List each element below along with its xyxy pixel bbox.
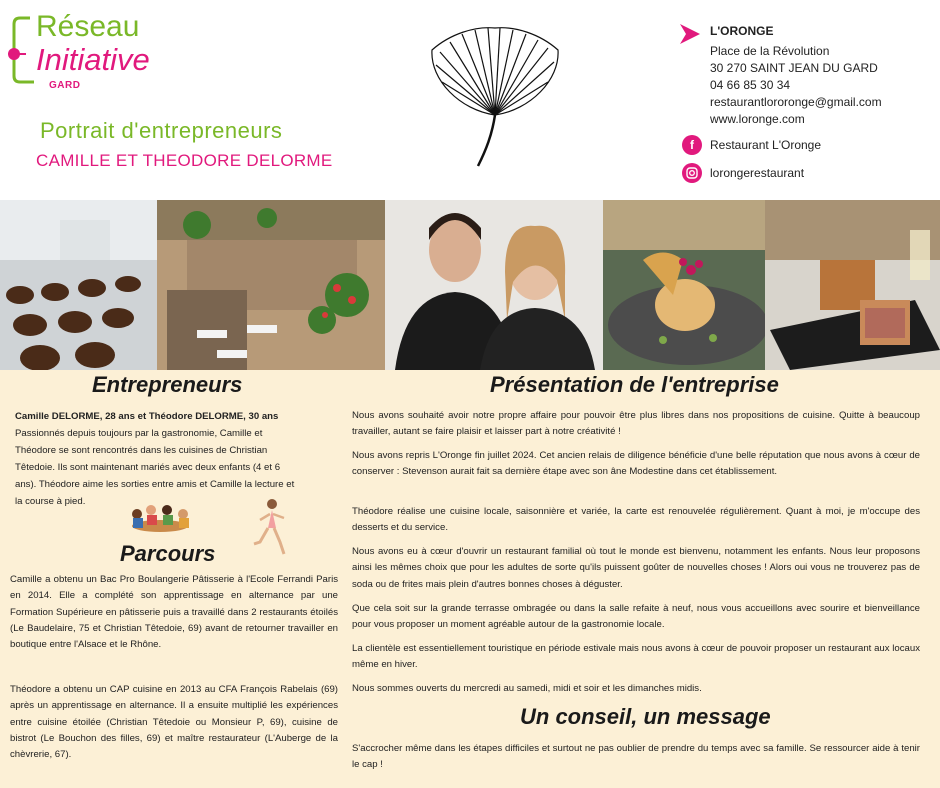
photo-terrace	[157, 200, 385, 370]
photo-portrait	[385, 200, 603, 370]
city-line: 30 270 SAINT JEAN DU GARD	[710, 61, 878, 75]
reseau-initiative-logo	[8, 6, 208, 96]
logo-line-initiative: Initiative	[36, 42, 150, 77]
logo-line-reseau: Réseau	[36, 10, 140, 43]
entrepreneurs-line-2: Théodore se sont rencontrés dans les cuisines de Christian	[15, 445, 268, 456]
entrepreneurs-line-1: Passionnés depuis toujours par la gastronomie, Camille et	[15, 428, 263, 439]
arrow-right-icon	[678, 22, 702, 46]
parcours-heading: Parcours	[120, 541, 216, 566]
phone-line[interactable]: 04 66 85 30 34	[710, 78, 791, 92]
entrepreneur-names: CAMILLE ET THEODORE DELORME	[36, 151, 333, 170]
presentation-paragraph-5: Que cela soit sur la grande terrasse ombragée ou dans la salle refaite à neuf, nous vous accueillons avec sourire et bienveillance pour vous proposer un moment agréable autour de la gastronomie locale.	[352, 603, 920, 631]
presentation-paragraph-6: La clientèle est essentiellement touristique en période estivale mais nous avons à cœur de pouvoir proposer un restaurant aux locaux même en hiver.	[352, 643, 920, 671]
header	[0, 0, 940, 200]
parcours-camille: Camille a obtenu un Bac Pro Boulangerie Pâtisserie à l'Ecole Ferrandi Paris en 2014. Elle a complété son apprentissage en alternance par une Formation Supérieure en pâtisserie puis a travaillé dans 2 restaurants étoilés (Le Baudelaire, 75 et Christian Têtedoie, 69) avant de retourner travailler en boutique entre l'Alsace et le Rhône.	[10, 574, 338, 651]
address-line: Place de la Révolution	[710, 44, 830, 58]
facebook-label: Restaurant L'Oronge	[710, 138, 822, 152]
photo-desserts	[0, 200, 157, 370]
family-meal-icon	[125, 500, 195, 538]
photo-dish	[603, 200, 765, 370]
presentation-paragraph-4: Nous avons eu à cœur d'ouvrir un restaurant familial où tout le monde est bienvenu, notamment les enfants. Nous leur proposons ainsi les mêmes choix que pour les adultes de sorte qu'ils puissent goûter de nouvelles choses ! Alors oui vous ne trouverez pas de soda ou de frites mais plein d'autres bonnes choses à déguster.	[352, 546, 920, 590]
entrepreneurs-names-line: Camille DELORME, 28 ans et Théodore DELORME, 30 ans	[15, 411, 279, 422]
restaurant-name: L'ORONGE	[710, 24, 774, 38]
presentation-paragraph-1: Nous avons souhaité avoir notre propre affaire pour pouvoir être plus libres dans nos propositions de cuisine. Quitte à beaucoup travailler, autant se faire plaisir et laisser part à notre créativité !	[352, 410, 920, 438]
presentation-heading: Présentation de l'entreprise	[490, 372, 779, 397]
portrait-title: Portrait d'entrepreneurs	[40, 118, 283, 143]
photo-pate-en-croute	[765, 200, 940, 370]
presentation-paragraph-7: Nous sommes ouverts du mercredi au samedi, midi et soir et les dimanches midis.	[352, 683, 702, 694]
facebook-icon: f	[682, 135, 702, 155]
presentation-paragraph-3: Théodore réalise une cuisine locale, saisonnière et variée, la carte est renouvelée régulièrement. Quant à moi, je m'occupe des desserts et du service.	[352, 506, 920, 534]
instagram-link[interactable]	[682, 163, 805, 183]
entrepreneurs-line-5: la course à pied.	[15, 496, 86, 507]
facebook-link[interactable]	[682, 135, 822, 155]
parcours-theodore: Théodore a obtenu un CAP cuisine en 2013 au CFA François Rabelais (69) après un apprentissage en alternance. Il a ensuite multiplié les expériences entre cuisine étoilée (Christian Têtedoie ou Monsieur P, 69), cuisine de bistrot (Le Bouchon des filles, 69) et maître restaurateur (L'Auberge de la chèvrerie, 67).	[10, 684, 338, 761]
presentation-paragraph-2: Nous avons repris L'Oronge fin juillet 2024. Cet ancien relais de diligence bénéficie d'une belle réputation que nous avons à cœur de conserver : Stevenson aurait fait sa dernière étape avec son âne Modestine dans cet établissement.	[352, 450, 920, 478]
instagram-icon	[682, 163, 702, 183]
entrepreneurs-line-4: ans). Théodore aime les sorties entre amis et Camille la lecture et	[15, 479, 295, 490]
photo-strip	[0, 200, 940, 370]
conseil-message: S'accrocher même dans les étapes difficiles et surtout ne pas oublier de prendre du temps avec sa famille. Se ressourcer aide à tenir le cap !	[352, 743, 920, 771]
conseil-heading: Un conseil, un message	[520, 704, 771, 729]
entrepreneurs-heading: Entrepreneurs	[92, 372, 243, 397]
email-line[interactable]: restaurantlororonge@gmail.com	[710, 95, 882, 109]
ginkgo-leaf-icon	[420, 20, 570, 170]
entrepreneurs-line-3: Têtedoie. Ils sont maintenant mariés avec deux enfants (4 et 6	[15, 462, 281, 473]
runner-icon	[252, 498, 290, 556]
instagram-label: lorongerestaurant	[710, 166, 805, 180]
website-line[interactable]: www.loronge.com	[710, 112, 805, 126]
logo-line-gard: GARD	[49, 80, 81, 91]
